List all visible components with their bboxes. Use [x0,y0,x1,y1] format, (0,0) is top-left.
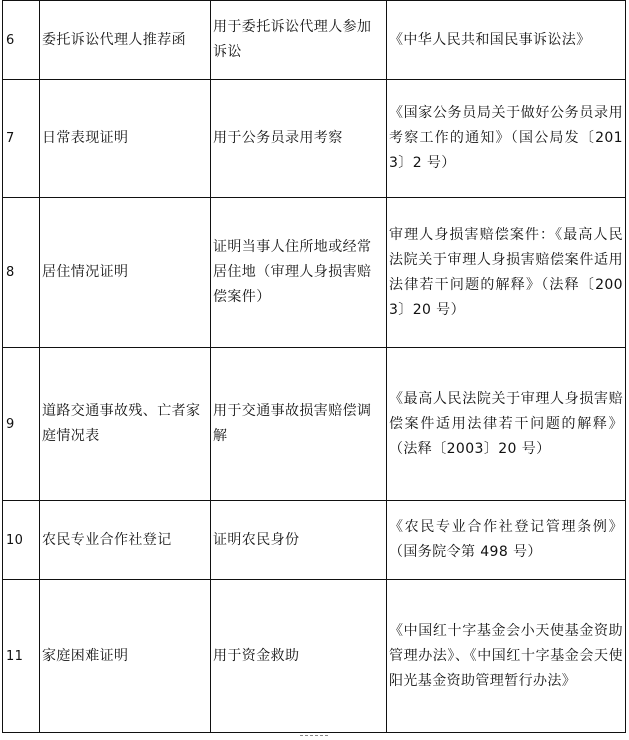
certificate-purpose: 用于公务员录用考察 [211,80,387,198]
table-row [3,198,626,348]
certificate-purpose: 用于委托诉讼代理人参加诉讼 [211,1,387,80]
certificate-name: 农民专业合作社登记 [40,501,211,580]
certificate-name: 日常表现证明 [40,80,211,198]
table-row [3,580,626,733]
certificate-purpose: 用于资金救助 [211,580,387,733]
table-row [3,501,626,580]
row-number: 8 [3,198,40,348]
legal-basis: 《中华人民共和国民事诉讼法》 [387,1,626,80]
legal-basis: 《中国红十字基金会小天使基金资助管理办法》、《中国红十字基金会天使阳光基金资助管理暂行办法》 [387,580,626,733]
certificate-purpose: 用于交通事故损害赔偿调解 [211,348,387,501]
table-row [3,348,626,501]
legal-basis: 审理人身损害赔偿案件：《最高人民法院关于审理人身损害赔偿案件适用法律若干问题的解释》（法释〔2003〕20 号） [387,198,626,348]
certificate-name: 委托诉讼代理人推荐函 [40,1,211,80]
certificate-purpose: 证明农民身份 [211,501,387,580]
table-row [3,1,626,80]
certificate-name: 家庭困难证明 [40,580,211,733]
row-number: 6 [3,1,40,80]
certificate-name: 道路交通事故残、亡者家庭情况表 [40,348,211,501]
row-number: 11 [3,580,40,733]
certificate-purpose: 证明当事人住所地或经常居住地（审理人身损害赔偿案件） [211,198,387,348]
certificate-name: 居住情况证明 [40,198,211,348]
legal-basis: 《国家公务员局关于做好公务员录用考察工作的通知》（国公局发〔2013〕2 号） [387,80,626,198]
table-row [3,80,626,198]
row-number: 9 [3,348,40,501]
certificate-table [2,0,626,733]
legal-basis: 《农民专业合作社登记管理条例》（国务院令第 498 号） [387,501,626,580]
row-number: 7 [3,80,40,198]
page-break-mark [300,735,328,738]
row-number: 10 [3,501,40,580]
legal-basis: 《最高人民法院关于审理人身损害赔偿案件适用法律若干问题的解释》（法释〔2003〕20 号） [387,348,626,501]
